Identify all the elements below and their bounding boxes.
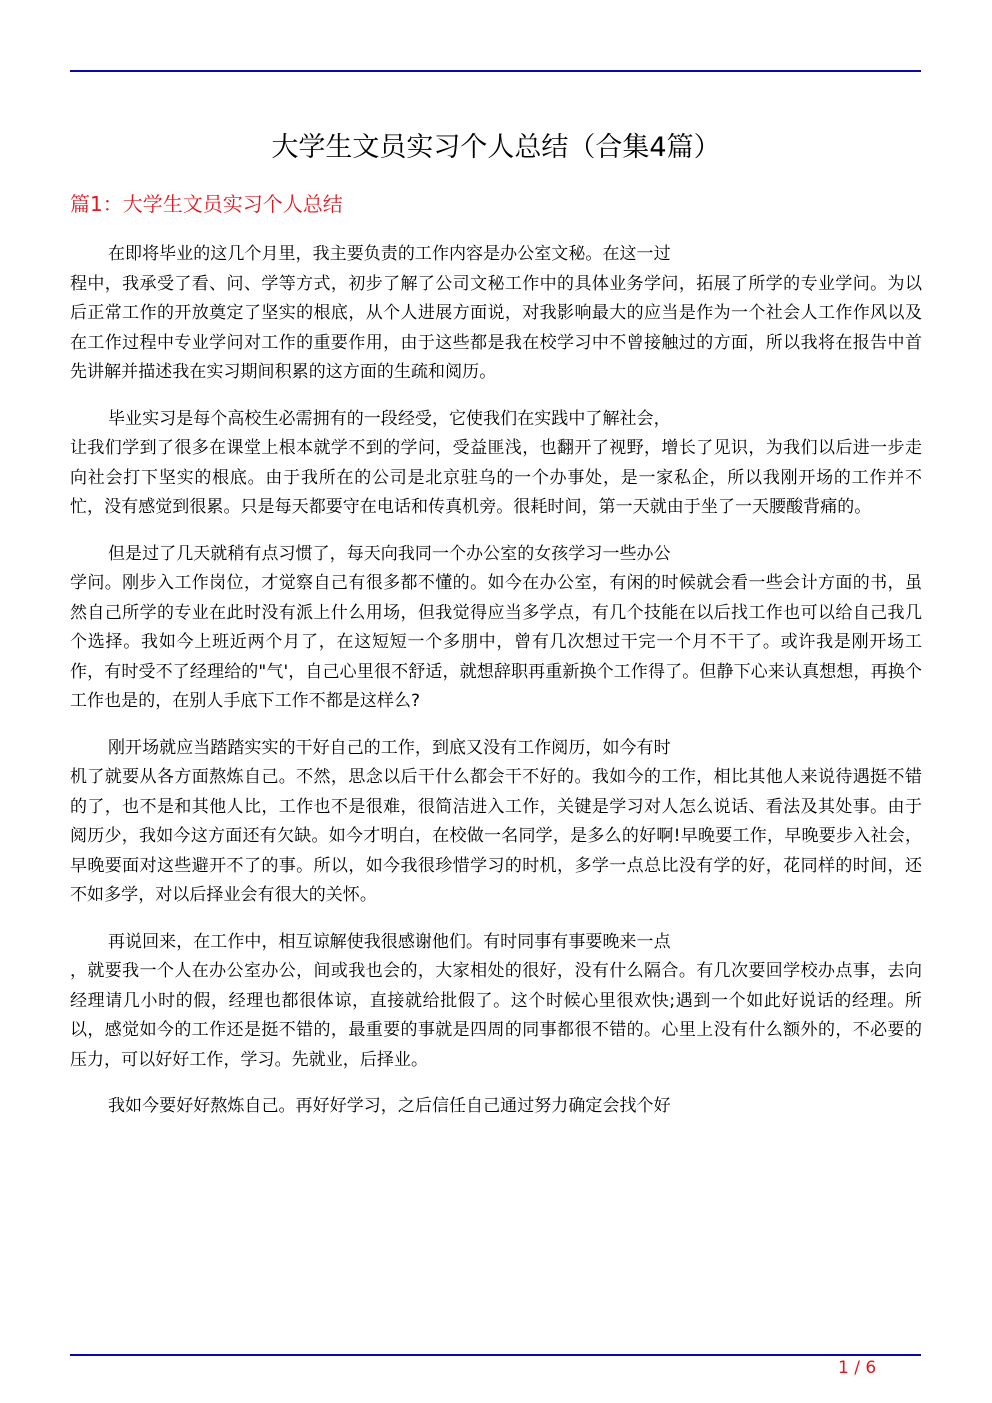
paragraph-1 (70, 240, 922, 388)
paragraph-first-line: 刚开场就应当踏踏实实的干好自己的工作，到底又没有工作阅历，如今有时 (108, 737, 671, 758)
document-title: 大学生文员实习个人总结（合集4篇） (271, 132, 721, 163)
paragraph-body: 程中，我承受了看、问、学等方式，初步了解了公司文秘工作中的具体业务学问，拓展了所学的专业学问。为以后正常工作的开放奠定了坚实的根底，从个人进展方面说，对我影响最大的应当是作为一个社会人工作作风以及在工作过程中专业学问对工作的重要作用，由于这些都是我在校学习中不曾接触过的方面，所以我将在报告中首先讲解并描述我在实习期间积累的这方面的生疏和阅历。 (70, 273, 922, 382)
paragraph-body: 机了就要从各方面熬炼自己。不然，思念以后干什么都会干不好的。我如今的工作，相比其他人来说待遇挺不错的了，也不是和其他人比，工作也不是很难，很简洁进入工作，关键是学习对人怎么说话、看法及其处事。由于阅历少，我如今这方面还有欠缺。如今才明白，在校做一名同学，是多么的好啊!早晚要工作，早晚要步入社会，早晚要面对这些避开不了的事。所以，如今我很珍惜学习的时机，多学一点总比没有学的好，花同样的时间，还不如多学，对以后择业会有很大的关怀。 (70, 767, 922, 905)
paragraph-first-line: 再说回来，在工作中，相互谅解使我很感谢他们。有时同事有事要晚来一点 (108, 931, 671, 952)
paragraph-first-line: 我如今要好好熬炼自己。再好好学习，之后信任自己通过努力确定会找个好 (108, 1096, 671, 1116)
paragraph-body: ，就要我一个人在办公室办公，间或我也会的，大家相处的很好，没有什么隔合。有几次要回学校办点事，去向经理请几小时的假，经理也都很体谅，直接就给批假了。这个时候心里很欢快;遇到一个如此好说话的经理。所以，感觉如今的工作还是挺不错的，最重要的事就是四周的同事都很不错的。心里上没有什么额外的，不必要的压力，可以好好工作，学习。先就业，后择业。 (70, 961, 922, 1070)
page-number: 1 / 6 (838, 1358, 877, 1378)
paragraph-first-line: 但是过了几天就稍有点习惯了，每天向我同一个办公室的女孩学习一些办公 (108, 543, 671, 564)
paragraph-3 (70, 540, 922, 717)
paragraph-2 (70, 405, 922, 523)
paragraph-first-line: 毕业实习是每个高校生必需拥有的一段经受，它使我们在实践中了解社会， (108, 408, 671, 429)
paragraph-body: 学问。刚步入工作岗位，才觉察自己有很多都不懂的。如今在办公室，有闲的时候就会看一些会计方面的书，虽然自己所学的专业在此时没有派上什么用场，但我觉得应当多学点，有几个技能在以后找工作也可以给自己我几个选择。我如今上班近两个月了，在这短短一个多朋中，曾有几次想过干完一个月不干了。或许我是刚开场工作，有时受不了经理给的"气'，自己心里很不舒适，就想辞职再重新换个工作得了。但静下心来认真想想，再换个工作也是的，在别人手底下工作不都是这样么? (70, 573, 922, 711)
section-heading: 篇1：大学生文员实习个人总结 (70, 192, 343, 216)
paragraph-4 (70, 734, 922, 911)
paragraph-body: 让我们学到了很多在课堂上根本就学不到的学问，受益匪浅，也翻开了视野，增长了见识，为我们以后进一步走向社会打下坚实的根底。由于我所在的公司是北京驻乌的一个办事处，是一家私企，所以我刚开场的工作并不忙，没有感觉到很累。只是每天都要守在电话和传真机旁。很耗时间，第一天就由于坐了一天腰酸背痛的。 (70, 438, 922, 517)
paragraph-first-line: 在即将毕业的这几个月里，我主要负责的工作内容是办公室文秘。在这一过 (108, 244, 671, 264)
paragraph-5 (70, 928, 922, 1076)
footer-rule (70, 1354, 921, 1356)
document-body (70, 240, 922, 1139)
paragraph-6 (70, 1092, 922, 1122)
header-rule (70, 70, 921, 72)
